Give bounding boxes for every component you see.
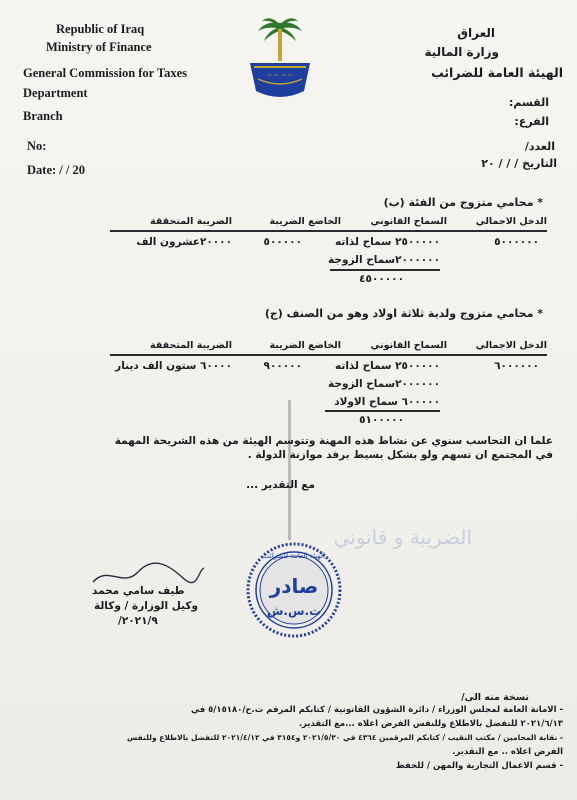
signature-title: وكيل الوزارة / وكالة	[94, 600, 198, 612]
case-b-allowance-self: ٢٥٠٠٠٠٠ سماح لذاته	[335, 236, 440, 248]
case-c-header-allowance: السماح القانوني	[370, 340, 447, 351]
header-ar-date: التاريخ / / / ٢٠	[481, 157, 557, 170]
header-en-no: No:	[27, 139, 47, 153]
case-c-allowance-children: ٦٠٠٠٠٠ سماح الاولاد	[334, 396, 440, 408]
header-ar-number: العدد/	[524, 140, 555, 153]
signature-date: ٢٠٢١/٩/	[118, 615, 158, 627]
case-c-taxable: ٩٠٠٠٠٠	[263, 360, 302, 372]
case-b-taxable: ٥٠٠٠٠٠	[263, 236, 302, 248]
faint-stamp-text: الضريبة و قانوني	[333, 525, 472, 549]
case-b-title: * محامي متزوج من الفئة (ب)	[383, 196, 543, 209]
case-c-title: * محامي متزوج ولدية ثلاثة اولاد وهو من الصنف (ج)	[264, 307, 543, 320]
copies-item: - الامانة العامة لمجلس الوزراء / دائرة الشؤون القانونية / كتابكم المرقم ت.ح/٥/١٥١٨٠ في	[190, 705, 563, 715]
svg-text:~ ~ ~ ~: ~ ~ ~ ~	[267, 72, 293, 79]
case-c-header-income: الدخل الاجمالي	[475, 340, 547, 351]
header-en-department: Department	[23, 86, 88, 100]
case-c-allowance-wife: ٢٠٠٠٠٠٠سماح الزوجة	[328, 378, 440, 390]
copies-item: ٢٠٢١/٦/١٣ للتفضل بالاطلاع وللنفس الفرض اعلاه ...مع التقدير.	[298, 719, 563, 729]
case-c-header-taxable: الخاضع الضريبة	[269, 340, 341, 351]
body-closing: مع التقدير ...	[246, 479, 315, 491]
header-ar-section: القسم:	[508, 96, 549, 109]
case-c-header-rule	[110, 354, 547, 356]
case-c-sum-rule	[325, 410, 440, 412]
body-note-line1: علما ان التحاسب سنوي عن نشاط هذه المهنة وتتوسم الهيئة من هذه الشريحة المهمة	[114, 435, 553, 447]
case-b-allowance-total: ٤٥٠٠٠٠٠	[359, 273, 404, 285]
case-c-header-tax: الضريبة المتحققة	[150, 340, 232, 351]
header-ar-ministry: وزارة المالية	[424, 45, 499, 59]
case-b-header-tax: الضريبة المتحققة	[150, 216, 232, 227]
copies-heading: نسخة منه الى/	[461, 692, 529, 703]
header-ar-commission: الهيئة العامة للضرائب	[431, 65, 563, 80]
stamp-ring-text: الهيئة العامة للضرائب	[263, 552, 325, 560]
case-c-allowance-total: ٥١٠٠٠٠٠	[359, 414, 404, 426]
copies-item: - نقابة المحامين / مكتب النقيب / كتابكم المرقمين ٤٣٦٤ في ٢٠٢١/٥/٣٠ و٣١٥٤ في ٢٠٢١/٤/١٢ للتفضل بالاطلاع وللنفس	[127, 733, 563, 742]
header-en-date: Date: / / 20	[27, 163, 85, 177]
header-en-branch: Branch	[23, 109, 63, 123]
case-b-allowance-wife: ٢٠٠٠٠٠٠سماح الزوجة	[328, 254, 440, 266]
case-c-allowance-self: ٢٥٠٠٠٠٠ سماح لذاته	[335, 360, 440, 372]
header-ar-branch: الفرع:	[514, 115, 549, 128]
header-en-ministry: Ministry of Finance	[46, 40, 152, 54]
case-b-header-taxable: الخاضع الضريبة	[269, 216, 341, 227]
ministry-logo	[240, 15, 320, 105]
copies-item: - قسم الاعمال التجارية والمهن / للحفظ	[395, 761, 563, 771]
stamp-word: صادر	[269, 574, 319, 598]
case-b-header-rule	[110, 230, 547, 232]
body-note-line2: في المجتمع ان تسهم ولو بشكل بسيط برفد موازنة الدولة .	[247, 449, 553, 461]
header-en-country: Republic of Iraq	[56, 22, 145, 36]
case-b-header-income: الدخل الاجمالي	[475, 216, 547, 227]
case-b-income: ٥٠٠٠٠٠٠	[494, 236, 539, 248]
copies-item: الفرض اعلاه .. مع التقدير.	[452, 747, 563, 757]
case-b-sum-rule	[330, 269, 440, 271]
margin-mark	[288, 400, 291, 540]
case-b-header-allowance: السماح القانوني	[370, 216, 447, 227]
case-b-tax: ٢٠٠٠٠عشرون الف	[136, 236, 232, 248]
header-ar-country: العراق	[457, 26, 495, 40]
stamp-code: ت.س.ش	[266, 604, 322, 618]
case-c-tax: ٦٠٠٠٠ ستون الف دينار	[115, 360, 232, 372]
signature-name: طيف سامي محمد	[92, 585, 185, 597]
case-c-income: ٦٠٠٠٠٠٠	[494, 360, 539, 372]
header-en-commission: General Commission for Taxes	[23, 66, 188, 80]
